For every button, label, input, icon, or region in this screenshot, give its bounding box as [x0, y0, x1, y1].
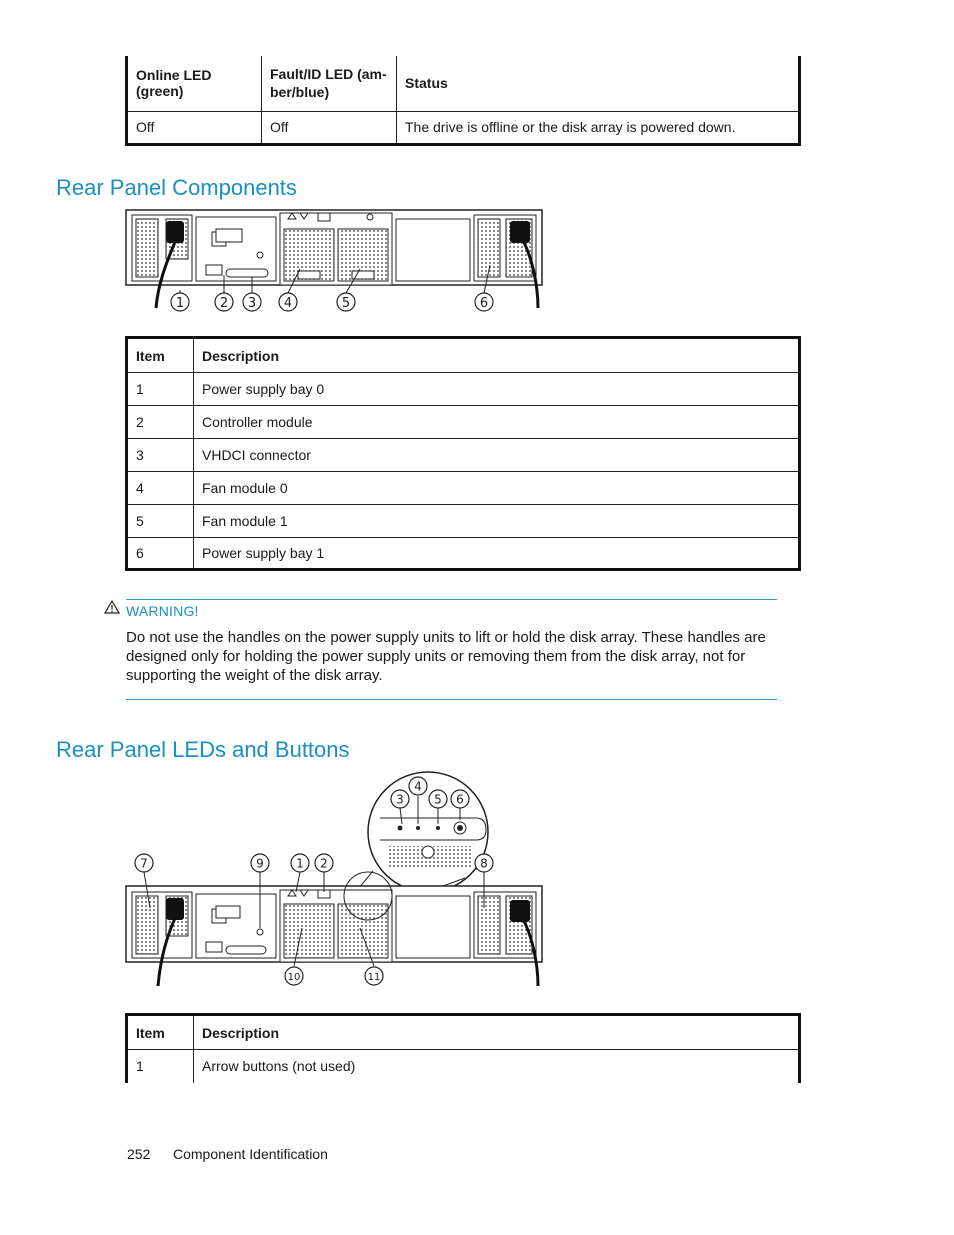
- figure-callout: 2: [219, 296, 229, 311]
- table-cell: Controller module: [194, 406, 800, 439]
- table-row: [127, 439, 800, 472]
- leds-buttons-table: [125, 1013, 801, 1083]
- table-header: Description: [194, 338, 800, 373]
- figure-callout: 4: [283, 296, 293, 311]
- table-cell: 3: [127, 439, 194, 472]
- rear-panel-components-figure: [120, 205, 550, 320]
- table-row: [127, 406, 800, 439]
- figure-callout: 7: [140, 856, 148, 871]
- table-cell: Fan module 0: [194, 472, 800, 505]
- table-cell: 1: [127, 373, 194, 406]
- table-cell: The drive is offline or the disk array is powered down.: [397, 111, 800, 144]
- warning-text: Do not use the handles on the power supply units to lift or hold the disk array. These handles are designed only for holding the power supply units or removing them from the disk array, not for supporting the weight of the disk array.: [126, 629, 766, 684]
- table-cell: Power supply bay 0: [194, 373, 800, 406]
- table-cell: Off: [262, 111, 397, 144]
- figure-callout: 5: [341, 296, 351, 311]
- table-row: [127, 373, 800, 406]
- figure-callout: 9: [256, 856, 264, 871]
- warning-label: WARNING!: [126, 603, 199, 619]
- table-header: Description: [194, 1015, 800, 1050]
- table-header: Online LED (green): [127, 56, 262, 111]
- warning-bottom-rule: [126, 699, 777, 700]
- figure-callout: 1: [175, 296, 185, 311]
- rear-panel-leds-figure: [120, 768, 550, 993]
- table-row: [127, 111, 800, 144]
- figure-callout: 6: [456, 792, 464, 807]
- table-header: Item: [127, 1015, 194, 1050]
- table-header: Status: [397, 56, 800, 111]
- table-cell: 4: [127, 472, 194, 505]
- figure-callout: 3: [396, 792, 404, 807]
- components-table: [125, 336, 801, 571]
- section-title-rear-panel-leds: Rear Panel LEDs and Buttons: [56, 737, 350, 762]
- figure-callout: 8: [480, 856, 488, 871]
- figure-callout: 3: [247, 296, 257, 311]
- figure-callout: 5: [434, 792, 442, 807]
- figure-callout: 6: [479, 296, 489, 311]
- table-cell: Arrow buttons (not used): [194, 1050, 800, 1083]
- figure-callout: 4: [414, 779, 422, 794]
- page-number: 252: [127, 1146, 151, 1162]
- table-header: Fault/ID LED (am- ber/blue): [262, 56, 397, 111]
- led-status-table: [125, 56, 801, 146]
- warning-top-rule: [126, 599, 777, 600]
- table-row: [127, 1050, 800, 1083]
- table-row: [127, 538, 800, 570]
- figure-callout: 1: [296, 856, 304, 871]
- table-cell: Fan module 1: [194, 505, 800, 538]
- table-cell: Off: [127, 111, 262, 144]
- table-cell: 5: [127, 505, 194, 538]
- table-row: [127, 472, 800, 505]
- figure-callout: 10: [287, 972, 301, 983]
- table-cell: VHDCI connector: [194, 439, 800, 472]
- figure-callout: 11: [367, 972, 381, 983]
- table-cell: 1: [127, 1050, 194, 1083]
- table-cell: Power supply bay 1: [194, 538, 800, 570]
- figure-callout: 2: [320, 856, 328, 871]
- table-cell: 2: [127, 406, 194, 439]
- section-title-rear-panel-components: Rear Panel Components: [56, 175, 297, 200]
- warning-triangle-icon: [104, 600, 120, 614]
- table-header: Item: [127, 338, 194, 373]
- table-cell: 6: [127, 538, 194, 570]
- footer-chapter-title: Component Identification: [173, 1146, 328, 1162]
- table-row: [127, 505, 800, 538]
